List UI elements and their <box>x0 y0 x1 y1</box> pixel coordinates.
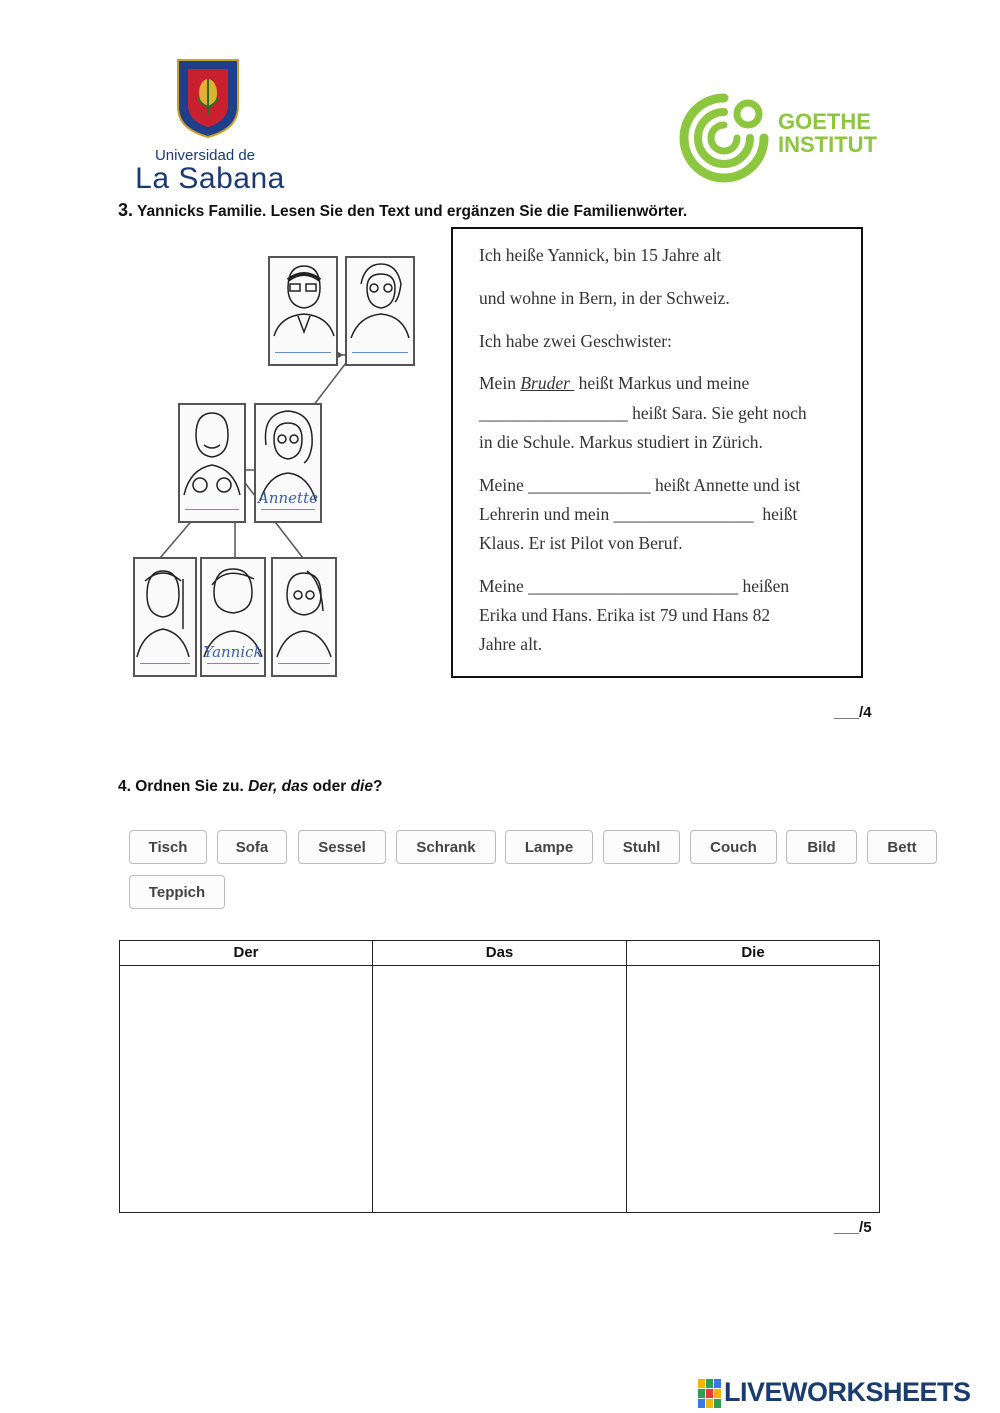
word-chip-sessel[interactable]: Sessel <box>298 830 386 864</box>
task4-heading-der: Der, das <box>248 778 309 795</box>
portrait-mother <box>254 403 322 523</box>
mother-blank-line <box>261 509 315 510</box>
liveworksheets-logo <box>698 1377 998 1409</box>
grandfather-drawing-icon <box>270 258 336 364</box>
column-der <box>120 941 373 1212</box>
sabana-logo <box>130 55 290 195</box>
yannick-label: Yannick <box>203 643 263 661</box>
annette-label: Annette <box>258 489 318 507</box>
column-das <box>373 941 627 1212</box>
goethe-wordmark <box>778 110 877 156</box>
goethe-swirl-icon <box>678 92 770 184</box>
task3-number: 3. <box>118 200 134 220</box>
father-blank-line[interactable] <box>185 509 239 510</box>
story-line: und wohne in Bern, in der Schweiz. <box>479 288 730 308</box>
sister-blank-line[interactable] <box>278 663 330 664</box>
goethe-line1: GOETHE <box>778 109 871 134</box>
task3-score: ___/4 <box>834 704 872 721</box>
grandfather-blank-line[interactable] <box>275 352 330 353</box>
goethe-logo <box>678 92 878 184</box>
goethe-line2: INSTITUT <box>778 132 877 157</box>
word-chip-tisch[interactable]: Tisch <box>129 830 207 864</box>
portrait-grandmother <box>345 256 415 366</box>
father-drawing-icon <box>180 405 244 521</box>
example-answer-bruder: Bruder <box>520 373 575 393</box>
yannick-blank-line <box>207 663 259 664</box>
task4-heading-end: ? <box>372 778 383 795</box>
sabana-name-large: La Sabana <box>135 162 285 195</box>
story-line: Ich habe zwei Geschwister: <box>479 331 672 351</box>
portrait-sister <box>271 557 337 677</box>
word-chip-lampe[interactable]: Lampe <box>505 830 593 864</box>
word-chip-sofa[interactable]: Sofa <box>217 830 287 864</box>
grandmother-drawing-icon <box>347 258 413 364</box>
portrait-grandfather <box>268 256 338 366</box>
task4-heading <box>118 778 382 796</box>
word-chip-teppich[interactable]: Teppich <box>129 875 225 909</box>
story-line: in die Schule. Markus studiert in Zürich. <box>479 432 763 452</box>
story-line: Erika und Hans. Erika ist 79 und Hans 82 <box>479 605 771 625</box>
story-line-blank-sister[interactable]: _________________ heißt Sara. Sie geht noch <box>479 403 807 423</box>
story-line <box>479 373 749 394</box>
word-chip-schrank[interactable]: Schrank <box>396 830 496 864</box>
column-header-die: Die <box>627 941 879 966</box>
column-header-der: Der <box>120 941 372 966</box>
story-line: Ich heiße Yannick, bin 15 Jahre alt <box>479 245 722 265</box>
sabana-crest-icon <box>175 57 241 139</box>
column-die <box>627 941 879 1212</box>
liveworksheets-wordmark: LIVEWORKSHEETS <box>724 1377 971 1407</box>
story-line-blank-father[interactable]: Lehrerin und mein ________________ heißt <box>479 504 798 524</box>
story-text: heißt Markus und meine <box>574 373 750 393</box>
grandmother-blank-line[interactable] <box>352 352 407 353</box>
brother-blank-line <box>140 663 190 664</box>
drop-zone-die[interactable] <box>627 966 879 1212</box>
task3-heading-text: Yannicks Familie. Lesen Sie den Text und ergänzen Sie die Familienwörter. <box>137 203 688 220</box>
drop-zone-das[interactable] <box>373 966 626 1212</box>
portrait-brother <box>133 557 197 677</box>
task4-heading-mid: oder <box>308 778 351 795</box>
story-line-blank-mother[interactable]: Meine ______________ heißt Annette und ist <box>479 475 801 495</box>
task4-heading-text: 4. Ordnen Sie zu. <box>118 778 249 795</box>
column-header-das: Das <box>373 941 626 966</box>
story-line: Klaus. Er ist Pilot von Beruf. <box>479 533 683 553</box>
story-text: Mein <box>479 373 521 393</box>
word-chip-couch[interactable]: Couch <box>690 830 777 864</box>
sort-table <box>119 940 880 1213</box>
sabana-name-small: Universidad de <box>154 147 256 164</box>
task4-score: ___/5 <box>834 1219 872 1236</box>
portrait-father <box>178 403 246 523</box>
word-chip-stuhl[interactable]: Stuhl <box>603 830 680 864</box>
liveworksheets-blocks-icon <box>698 1379 722 1409</box>
family-tree <box>120 240 430 690</box>
portrait-yannick <box>200 557 266 677</box>
word-chip-bett[interactable]: Bett <box>867 830 937 864</box>
word-chip-bild[interactable]: Bild <box>786 830 857 864</box>
story-line: Jahre alt. <box>479 634 543 654</box>
sister-drawing-icon <box>273 559 335 675</box>
brother-drawing-icon <box>135 559 195 675</box>
story-text-box <box>451 227 863 678</box>
task3-heading <box>118 200 687 221</box>
story-line-blank-grandparents[interactable]: Meine ________________________ heißen <box>479 576 790 596</box>
drop-zone-der[interactable] <box>120 966 372 1212</box>
task4-heading-die: die <box>350 778 373 795</box>
